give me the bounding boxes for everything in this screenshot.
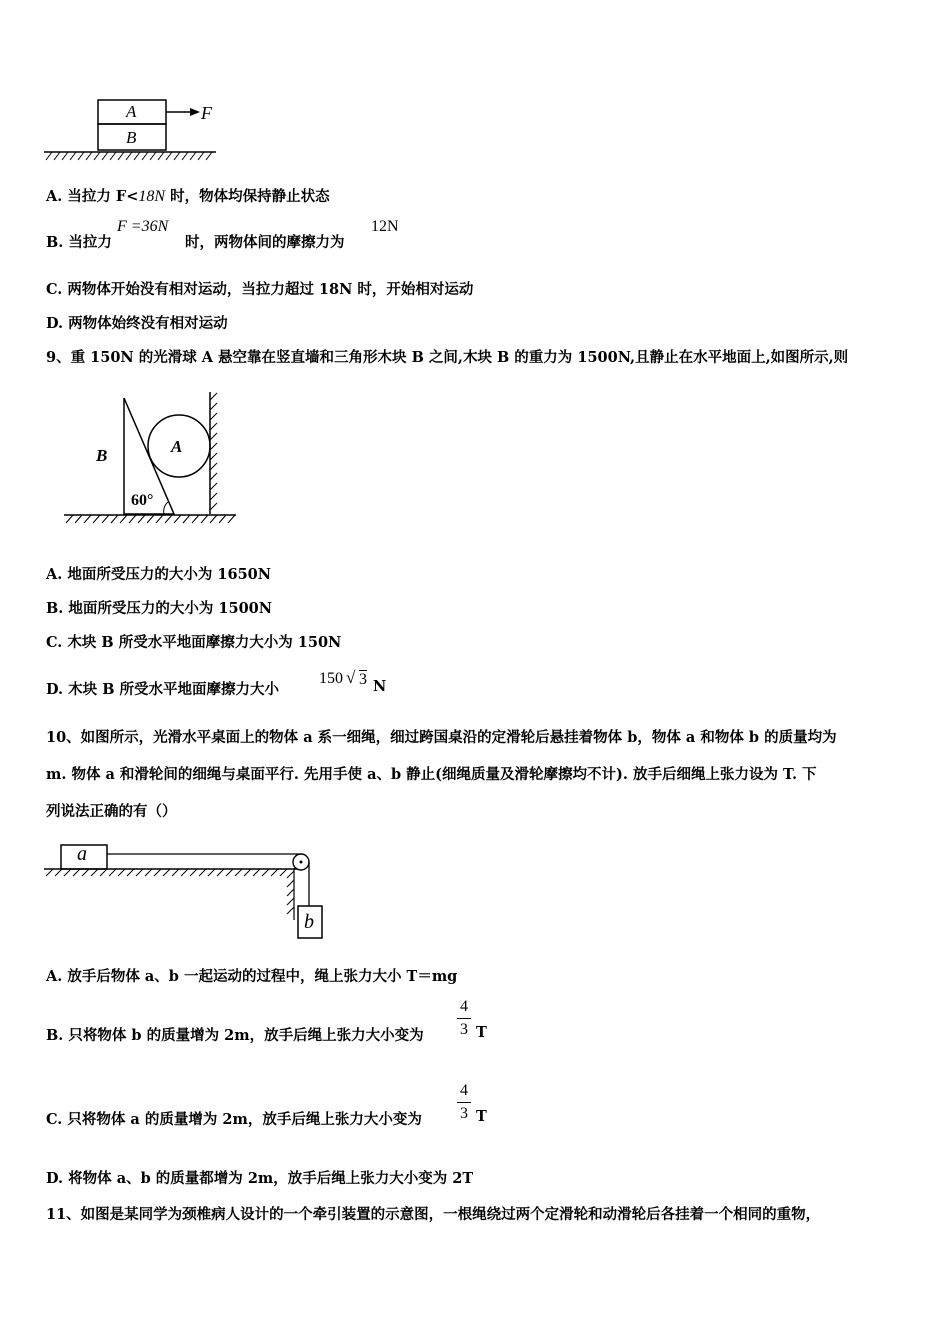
force-f-label: F [201, 103, 212, 123]
sqrt-icon: √ [346, 668, 356, 687]
q8-option-b: B. 当拉力 [46, 234, 112, 251]
block-a-small-label: a [77, 843, 87, 865]
q10-option-b: B. 只将物体 b 的质量增为 2m，放手后绳上张力大小变为 [46, 1027, 424, 1044]
q8-option-a: A. 当拉力 F<18N 时，物体均保持静止状态 [46, 188, 330, 205]
block-a-label: A [126, 102, 137, 121]
ball-a-label: A [171, 437, 183, 456]
angle-label: 60° [131, 492, 154, 509]
q10-c-unit: T [476, 1108, 487, 1125]
q9-d-radicand: 3 [359, 671, 367, 688]
q11-stem: 11、如图是某同学为颈椎病人设计的一个牵引装置的示意图，一根绳绕过两个定滑轮和动滑轮后各挂着一个相同的重物， [46, 1206, 821, 1223]
q10-option-c: C. 只将物体 a 的质量增为 2m，放手后绳上张力大小变为 [46, 1111, 422, 1128]
wedge-b-label: B [96, 446, 108, 465]
q8-option-d: D. 两物体始终没有相对运动 [46, 315, 228, 332]
block-b-label: B [126, 128, 137, 147]
q10-stem-line2: m. 物体 a 和滑轮间的细绳与桌面平行. 先用手使 a、b 静止(细绳质量及滑轮摩擦均不计). 放手后细绳上张力设为 T. 下 [46, 766, 817, 783]
q10-option-d: D. 将物体 a、b 的质量都增为 2m，放手后绳上张力大小变为 2T [46, 1170, 474, 1187]
q9-option-a: A. 地面所受压力的大小为 1650N [46, 566, 272, 583]
q9-option-d: D. 木块 B 所受水平地面摩擦力大小 [46, 681, 280, 698]
q10-stem-line3: 列说法正确的有（） [46, 803, 177, 820]
q9-d-unit: N [373, 678, 387, 695]
q10-b-fraction: 4 3 [457, 998, 471, 1039]
q8-b-formula: F =36N [117, 218, 169, 235]
figure-table-pulley [44, 840, 334, 944]
q10-b-unit: T [476, 1024, 487, 1041]
q10-stem-line1: 10、如图所示，光滑水平桌面上的物体 a 系一细绳，细过跨国桌沿的定滑轮后悬挂着物体 b，物体 a 和物体 b 的质量均为 [46, 729, 837, 746]
q8-b-friction-value: 12N [371, 218, 399, 235]
q10-c-fraction: 4 3 [457, 1082, 471, 1123]
q9-stem: 9、重 150N 的光滑球 A 悬空靠在竖直墙和三角形木块 B 之间,木块 B 的重力为 1500N,且静止在水平地面上,如图所示,则 [46, 349, 849, 366]
q9-d-coefficient: 150 [319, 670, 343, 687]
q9-option-b: B. 地面所受压力的大小为 1500N [46, 600, 273, 617]
q8-option-c: C. 两物体开始没有相对运动，当拉力超过 18N 时，开始相对运动 [46, 281, 474, 298]
block-b-small-label: b [304, 911, 314, 933]
figure-ball-wedge-wall [64, 390, 244, 526]
q9-option-c: C. 木块 B 所受水平地面摩擦力大小为 150N [46, 634, 342, 651]
q10-option-a: A. 放手后物体 a、b 一起运动的过程中，绳上张力大小 T＝mg [46, 968, 458, 985]
q8-b-middle: 时，两物体间的摩擦力为 [185, 234, 345, 251]
